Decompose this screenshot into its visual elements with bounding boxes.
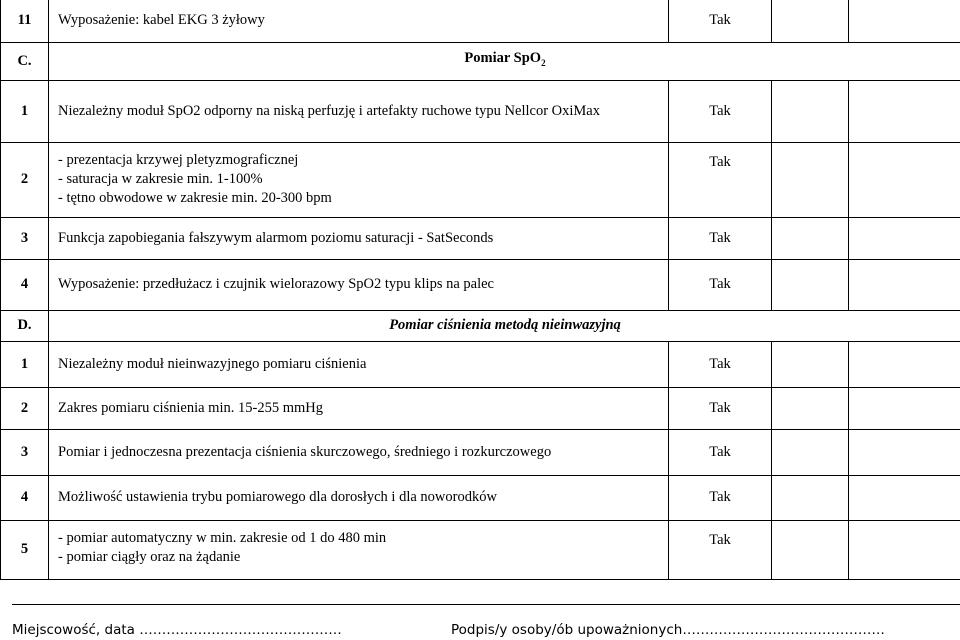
description-line: - pomiar automatyczny w min. zakresie od 1 do 480 min <box>58 529 387 546</box>
row-answer: Tak <box>669 520 772 579</box>
row-description: Wyposażenie: kabel EKG 3 żyłowy <box>49 0 669 42</box>
row-number: 2 <box>1 142 49 217</box>
row-description: Możliwość ustawienia trybu pomiarowego dla dorosłych i dla noworodków <box>49 475 669 520</box>
empty-cell <box>849 520 960 579</box>
row-number: 4 <box>1 475 49 520</box>
row-description: Funkcja zapobiegania fałszywym alarmom poziomu saturacji - SatSeconds <box>49 217 669 259</box>
empty-cell <box>772 80 849 142</box>
section-title: Pomiar SpO$_2$ <box>49 42 960 80</box>
empty-cell <box>772 341 849 387</box>
empty-cell <box>772 475 849 520</box>
description-line: - tętno obwodowe w zakresie min. 20-300 bpm <box>58 189 332 206</box>
place-and-date: Miejscowość, data ……………………………………… <box>12 622 342 638</box>
table-row <box>1 0 960 42</box>
section-letter: C. <box>1 42 49 80</box>
row-number: 1 <box>1 80 49 142</box>
empty-cell <box>849 387 960 429</box>
row-answer: Tak <box>669 387 772 429</box>
table-row <box>1 142 960 217</box>
row-answer: Tak <box>669 259 772 310</box>
row-answer: Tak <box>669 341 772 387</box>
row-description <box>49 142 669 217</box>
empty-cell <box>849 0 960 42</box>
description-line: - pomiar ciągły oraz na żądanie <box>58 548 241 565</box>
table-row <box>1 387 960 429</box>
section-header-row <box>1 310 960 341</box>
row-description: Niezależny moduł SpO2 odporny na niską perfuzję i artefakty ruchowe typu Nellcor OxiMax <box>49 80 669 142</box>
row-answer: Tak <box>669 80 772 142</box>
table-row <box>1 520 960 579</box>
table-row <box>1 341 960 387</box>
row-number: 5 <box>1 520 49 579</box>
row-number: 4 <box>1 259 49 310</box>
row-answer: Tak <box>669 429 772 475</box>
empty-cell <box>849 475 960 520</box>
row-number: 3 <box>1 217 49 259</box>
row-number: 2 <box>1 387 49 429</box>
signature-footer <box>0 604 960 640</box>
empty-cell <box>772 259 849 310</box>
empty-cell <box>849 217 960 259</box>
row-description <box>49 520 669 579</box>
table-row <box>1 259 960 310</box>
empty-cell <box>849 341 960 387</box>
authorized-signature: Podpis/y osoby/ób upoważnionych……………………………………… <box>451 622 885 638</box>
row-answer: Tak <box>669 0 772 42</box>
row-number: 1 <box>1 341 49 387</box>
empty-cell <box>772 429 849 475</box>
table-row <box>1 217 960 259</box>
row-description: Wyposażenie: przedłużacz i czujnik wielorazowy SpO2 typu klips na palec <box>49 259 669 310</box>
section-title: Pomiar ciśnienia metodą nieinwazyjną <box>49 310 960 341</box>
footer-divider <box>12 604 960 605</box>
row-description: Niezależny moduł nieinwazyjnego pomiaru ciśnienia <box>49 341 669 387</box>
table-row <box>1 80 960 142</box>
row-description: Zakres pomiaru ciśnienia min. 15-255 mmHg <box>49 387 669 429</box>
row-number: 11 <box>1 0 49 42</box>
description-line: - prezentacja krzywej pletyzmograficznej <box>58 151 299 168</box>
row-answer: Tak <box>669 217 772 259</box>
section-letter: D. <box>1 310 49 341</box>
empty-cell <box>849 259 960 310</box>
empty-cell <box>849 429 960 475</box>
empty-cell <box>849 80 960 142</box>
row-answer: Tak <box>669 475 772 520</box>
empty-cell <box>772 217 849 259</box>
empty-cell <box>849 142 960 217</box>
row-number: 3 <box>1 429 49 475</box>
section-header-row <box>1 42 960 80</box>
table-row <box>1 475 960 520</box>
row-description: Pomiar i jednoczesna prezentacja ciśnienia skurczowego, średniego i rozkurczowego <box>49 429 669 475</box>
empty-cell <box>772 142 849 217</box>
description-line: - saturacja w zakresie min. 1-100% <box>58 170 263 187</box>
empty-cell <box>772 520 849 579</box>
table-row <box>1 429 960 475</box>
empty-cell <box>772 387 849 429</box>
empty-cell <box>772 0 849 42</box>
row-answer: Tak <box>669 142 772 217</box>
